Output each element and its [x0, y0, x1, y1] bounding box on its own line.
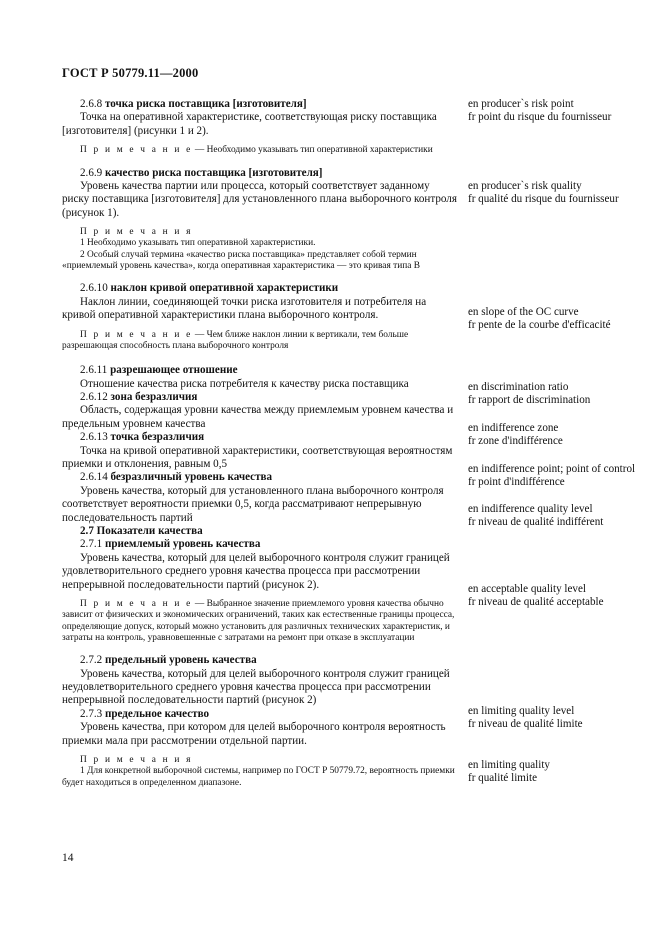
- notes-label-2-7-3: П р и м е ч а н и я: [80, 755, 193, 766]
- term-2-7-3: 2.7.3 предельное качество: [80, 707, 210, 720]
- standard-header: ГОСТ Р 50779.11—2000: [62, 66, 199, 80]
- term-2-6-10: 2.6.10 наклон кривой оперативной характеристики: [80, 282, 339, 295]
- definition-2-7-3: Уровень качества, при котором для целей выборочного контроля вероятность приемки мала при рассмотрении отдельной партии.: [62, 721, 446, 747]
- translation-2-6-13: en indifference point; point of control fr point d'indifférence: [468, 463, 636, 489]
- note-2-6-9-1: 1 Необходимо указывать тип оперативной характеристики.: [80, 238, 316, 249]
- term-2-6-14: 2.6.14 безразличный уровень качества: [80, 471, 273, 484]
- term-2-6-12: 2.6.12 зона безразличия: [80, 390, 198, 403]
- note-2-7-3-1: 1 Для конкретной выборочной системы, например по ГОСТ Р 50779.72, вероятность приемки будет находиться в определенном диапазоне.: [62, 766, 455, 788]
- definition-2-6-14: Уровень качества, который для установленного плана выборочного контроля соответствует вероятности приемки 0,5, когда рассматривают непрерывную последовательность партий: [62, 484, 444, 524]
- note-2-6-9-2: 2 Особый случай термина «качество риска поставщика» представляет собой термин «приемлемый уровень качества», когда оперативная характеристика — это кривая типа В: [62, 249, 421, 272]
- translation-2-6-14: en indifference quality level fr niveau de qualité indifférent: [468, 503, 604, 529]
- definition-2-6-8: Точка на оперативной характеристике, соответствующая риску поставщика [изготовителя] (рисунки 1 и 2).: [62, 111, 437, 137]
- definition-2-7-2: Уровень качества, который для целей выборочного контроля служит границей неудовлетворительного среднего уровня качества процесса при рассмотрении непрерывной последовательности партий (рисунок 2): [62, 667, 450, 707]
- definition-2-6-13: Точка на кривой оперативной характеристики, соответствующая вероятностям приемки и отклонения, равным 0,5: [62, 444, 453, 470]
- translation-2-7-1: en acceptable quality level fr niveau de qualité acceptable: [468, 583, 604, 609]
- definition-2-6-12: Область, содержащая уровни качества между приемлемым уровнем качества и предельным уровнем качества: [62, 404, 454, 430]
- page-number: 14: [62, 852, 74, 864]
- note-2-6-8: П р и м е ч а н и е — Необходимо указывать тип оперативной характеристики: [80, 145, 433, 156]
- definition-2-7-1: Уровень качества, который для целей выборочного контроля служит границей удовлетворительного среднего уровня качества процесса при рассмотрении непрерывной последовательности партий (рисунок 2).: [62, 551, 450, 591]
- translation-2-7-3: en limiting quality fr qualité limite: [468, 759, 550, 785]
- definition-2-6-9: Уровень качества партии или процесса, который соответствует заданному риску поставщика [изготовителя] для установленного плана выборочного контроля (рисунок 1).: [62, 179, 457, 219]
- term-2-7-1: 2.7.1 приемлемый уровень качества: [80, 538, 261, 551]
- term-2-6-8: 2.6.8 точка риска поставщика [изготовителя]: [80, 98, 307, 110]
- notes-label-2-6-9: П р и м е ч а н и я: [80, 227, 193, 238]
- section-heading-2-7: 2.7 Показатели качества: [80, 525, 203, 538]
- main-text-column: [62, 98, 458, 789]
- definition-2-6-11: Отношение качества риска потребителя к качеству риска поставщика: [80, 377, 409, 390]
- translation-2-6-8: en producer`s risk point fr point du risque du fournisseur: [468, 98, 612, 124]
- translation-2-7-2: en limiting quality level fr niveau de qualité limite: [468, 705, 583, 731]
- note-2-7-1: П р и м е ч а н и е — Выбранное значение приемлемого уровня качества обычно зависит от физических и экономических ограничений, таких как естественные границы процесса, определяющие допуск, который можно установить для различных технических характеристик, и затраты на контроль, уравновешенные с затратами на ремонт при отказе в эксплуатации: [62, 599, 455, 643]
- translation-2-6-9: en producer`s risk quality fr qualité du risque du fournisseur: [468, 180, 619, 206]
- term-2-6-13: 2.6.13 точка безразличия: [80, 431, 205, 444]
- definition-2-6-10: Наклон линии, соединяющей точки риска изготовителя и потребителя на кривой оперативной характеристики плана выборочного контроля.: [62, 295, 427, 322]
- term-2-6-9: 2.6.9 качество риска поставщика [изготовителя]: [80, 166, 323, 179]
- term-2-7-2: 2.7.2 предельный уровень качества: [80, 654, 257, 667]
- translation-2-6-10: en slope of the OC curve fr pente de la courbe d'efficacité: [468, 306, 611, 332]
- translation-2-6-11: en discrimination ratio fr rapport de discrimination: [468, 381, 591, 407]
- translation-2-6-12: en indifference zone fr zone d'indifférence: [468, 422, 563, 448]
- term-2-6-11: 2.6.11 разрешающее отношение: [80, 364, 238, 377]
- note-2-6-10: П р и м е ч а н и е — Чем ближе наклон линии к вертикали, тем больше разрешающая способность плана выборочного контроля: [62, 329, 409, 351]
